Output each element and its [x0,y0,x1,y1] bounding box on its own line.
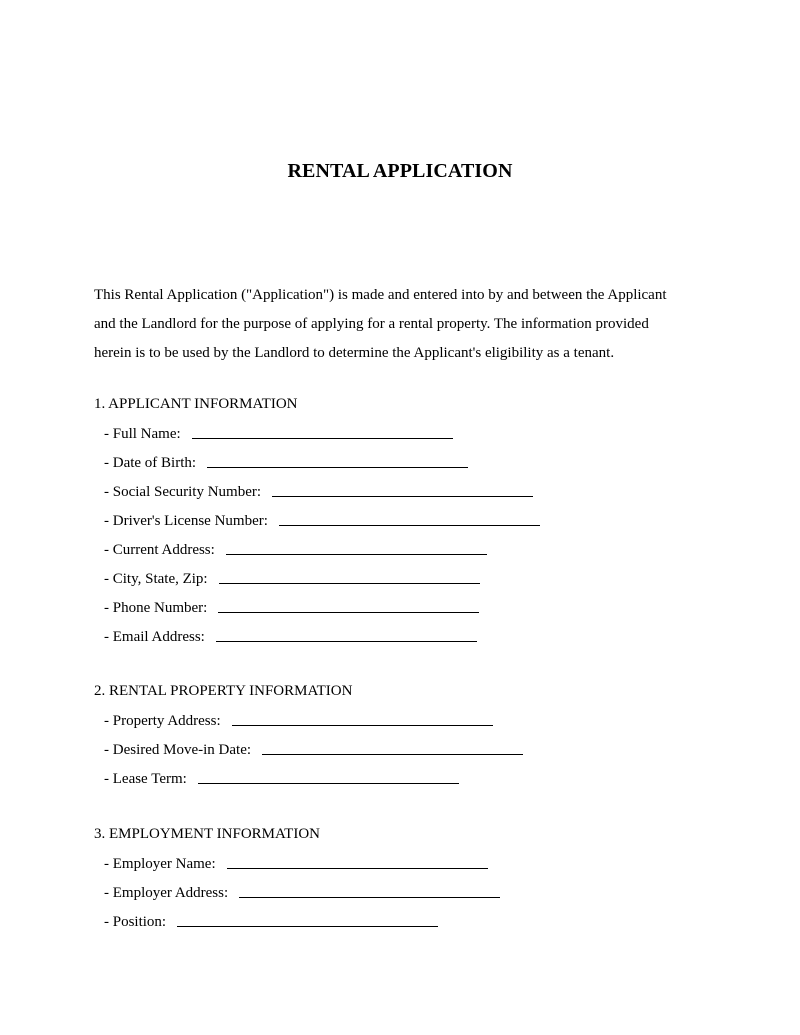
field-lease-term [94,759,694,788]
intro-line: and the Landlord for the purpose of applying for a rental property. The information provided [94,316,649,332]
field-desired-move-in-date [94,730,694,759]
current-address-blank[interactable] [226,554,487,555]
field-label: - Current Address: [104,542,215,558]
date-of-birth-blank[interactable] [207,467,468,468]
field-full-name [94,414,694,443]
email-address-blank[interactable] [216,641,477,642]
field-label: - Social Security Number: [104,484,262,500]
intro-line: herein is to be used by the Landlord to determine the Applicant's eligibility as a tenant. [94,345,615,361]
field-label: - Employer Address: [104,885,229,901]
field-label: - Full Name: [104,426,181,442]
field-label: - Lease Term: [104,771,187,787]
social-security-number-blank[interactable] [272,496,533,497]
field-employer-name [94,844,694,873]
lease-term-blank[interactable] [198,783,459,784]
section-rental-property-information [94,681,694,788]
section-employment-information [94,824,694,931]
field-label: - Date of Birth: [104,455,197,471]
section-applicant-information [94,394,694,646]
intro-paragraph [94,281,734,368]
field-position [94,902,694,931]
section-heading: 3. EMPLOYMENT INFORMATION [94,826,320,842]
intro-line: This Rental Application ("Application") is made and entered into by and between the Applicant [94,287,667,303]
document-title: RENTAL APPLICATION [287,160,513,182]
field-label: - Desired Move-in Date: [104,742,252,758]
employer-address-blank[interactable] [239,897,500,898]
field-label: - Phone Number: [104,600,208,616]
field-property-address [94,701,694,730]
section-heading: 2. RENTAL PROPERTY INFORMATION [94,683,353,699]
field-label: - Property Address: [104,713,221,729]
field-phone-number [94,588,694,617]
field-employer-address [94,873,694,902]
field-current-address [94,530,694,559]
field-city-state-zip [94,559,694,588]
field-label: - Position: [104,914,167,930]
drivers-license-number-blank[interactable] [279,525,540,526]
field-label: - Employer Name: [104,856,216,872]
full-name-blank[interactable] [192,438,453,439]
desired-move-in-date-blank[interactable] [262,754,523,755]
property-address-blank[interactable] [232,725,493,726]
field-date-of-birth [94,443,694,472]
section-heading: 1. APPLICANT INFORMATION [94,396,298,412]
field-label: - Email Address: [104,629,205,645]
field-email-address [94,617,694,646]
employer-name-blank[interactable] [227,868,488,869]
field-drivers-license-number [94,501,694,530]
phone-number-blank[interactable] [218,612,479,613]
field-label: - Driver's License Number: [104,513,268,529]
position-blank[interactable] [177,926,438,927]
field-label: - City, State, Zip: [104,571,208,587]
field-social-security-number [94,472,694,501]
city-state-zip-blank[interactable] [219,583,480,584]
